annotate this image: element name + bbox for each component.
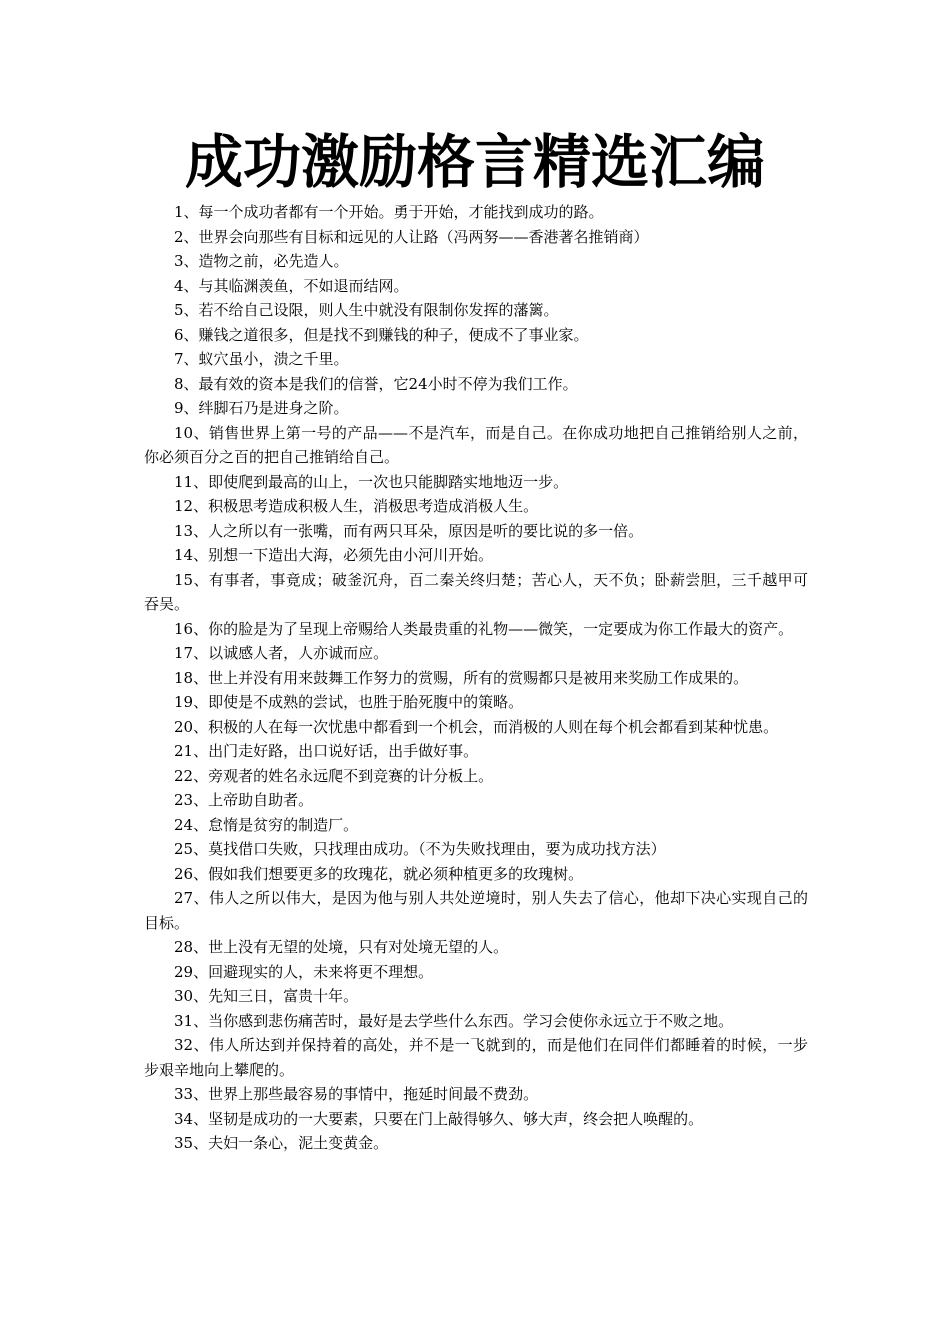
quote-item: 33、世界上那些最容易的事情中，拖延时间最不费劲。 xyxy=(174,1085,539,1103)
quote-item: 1、每一个成功者都有一个开始。勇于开始，才能找到成功的路。 xyxy=(174,203,604,221)
quote-item: 19、即使是不成熟的尝试，也胜于胎死腹中的策略。 xyxy=(174,693,524,711)
quote-item: 5、若不给自己设限，则人生中就没有限制你发挥的藩篱。 xyxy=(174,301,559,319)
quote-item: 17、以诚感人者，人亦诚而应。 xyxy=(174,644,389,662)
quote-item: 18、世上并没有用来鼓舞工作努力的赏赐，所有的赏赐都只是被用来奖励工作成果的。 xyxy=(174,668,749,687)
quote-item: 25、莫找借口失败，只找理由成功。（不为失败找理由，要为成功找方法） xyxy=(174,840,666,858)
quote-item: 3、造物之前，必先造人。 xyxy=(174,252,349,270)
quote-item: 10、销售世界上第一号的产品——不是汽车，而是自己。在你成功地把自己推销给别人之前，你必须百分之百的把自己推销给自己。 xyxy=(144,423,808,466)
quote-item: 14、别想一下造出大海，必须先由小河川开始。 xyxy=(174,546,494,564)
quote-item: 32、伟人所达到并保持着的高处，并不是一飞就到的，而是他们在同伴们都睡着的时候，一步步艰辛地向上攀爬的。 xyxy=(144,1036,808,1079)
quote-item: 13、人之所以有一张嘴，而有两只耳朵，原因是听的要比说的多一倍。 xyxy=(174,521,644,540)
quote-item: 12、积极思考造成积极人生，消极思考造成消极人生。 xyxy=(174,497,539,515)
quote-item: 7、蚁穴虽小，溃之千里。 xyxy=(174,350,349,368)
quote-item: 15、有事者，事竟成；破釜沉舟，百二秦关终归楚；苦心人，天不负；卧薪尝胆，三千越甲可吞吴。 xyxy=(144,570,808,613)
quote-item: 8、最有效的资本是我们的信誉，它24小时不停为我们工作。 xyxy=(174,374,578,393)
quote-item: 24、怠惰是贫穷的制造厂。 xyxy=(174,815,359,834)
quote-list xyxy=(144,200,808,1156)
document-title: 成功激励格言精选汇编 xyxy=(184,128,765,196)
quote-item: 34、坚韧是成功的一大要素，只要在门上敲得够久、够大声，终会把人唤醒的。 xyxy=(174,1109,704,1128)
quote-item: 23、上帝助自助者。 xyxy=(174,791,314,809)
quote-item: 22、旁观者的姓名永远爬不到竞赛的计分板上。 xyxy=(174,766,494,785)
quote-item: 35、夫妇一条心，泥土变黄金。 xyxy=(174,1134,389,1152)
quote-item: 2、世界会向那些有目标和远见的人让路（冯两努——香港著名推销商） xyxy=(174,227,649,246)
quote-item: 4、与其临渊羡鱼，不如退而结网。 xyxy=(174,276,409,295)
quote-item: 21、出门走好路，出口说好话，出手做好事。 xyxy=(174,742,479,760)
quote-item: 29、回避现实的人，未来将更不理想。 xyxy=(174,962,434,981)
quote-item: 9、绊脚石乃是进身之阶。 xyxy=(174,399,349,417)
quote-item: 30、先知三日，富贵十年。 xyxy=(174,987,359,1005)
quote-item: 20、积极的人在每一次忧患中都看到一个机会，而消极的人则在每个机会都看到某种忧患。 xyxy=(174,717,779,736)
quote-item: 6、赚钱之道很多，但是找不到赚钱的种子，便成不了事业家。 xyxy=(174,325,589,344)
quote-item: 26、假如我们想要更多的玫瑰花，就必须种植更多的玫瑰树。 xyxy=(174,864,584,883)
quote-item: 27、伟人之所以伟大，是因为他与别人共处逆境时，别人失去了信心，他却下决心实现自己的目标。 xyxy=(144,889,808,932)
quote-item: 28、世上没有无望的处境，只有对处境无望的人。 xyxy=(174,938,509,956)
quote-item: 16、你的脸是为了呈现上帝赐给人类最贵重的礼物——微笑，一定要成为你工作最大的资产。 xyxy=(174,619,794,638)
quote-item: 11、即使爬到最高的山上，一次也只能脚踏实地地迈一步。 xyxy=(174,472,569,491)
quote-item: 31、当你感到悲伤痛苦时，最好是去学些什么东西。学习会使你永远立于不败之地。 xyxy=(174,1011,734,1030)
